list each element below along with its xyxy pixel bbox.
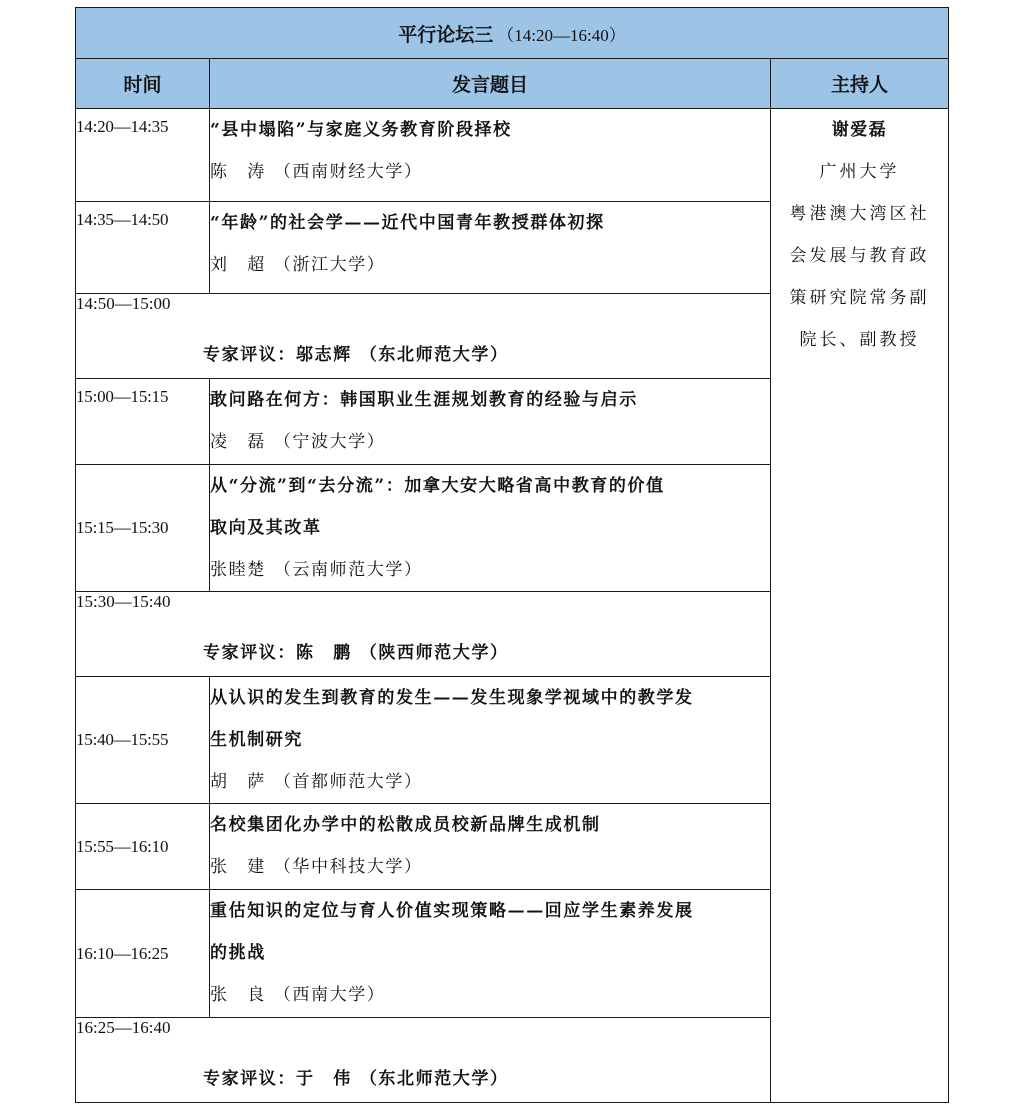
session-time: 15:15—15:30 [76,465,210,592]
session-time: 16:10—16:25 [76,890,210,1018]
host-affiliation-line: 会发展与教育政 [789,246,930,266]
talk-speaker-line [210,974,770,1016]
talk-title: “县中塌陷”与家庭义务教育阶段择校 [210,120,512,140]
speaker-affiliation: （西南财经大学） [273,162,423,182]
review-label: 专家评议： [203,643,296,663]
review-label: 专家评议： [203,1069,296,1089]
speaker-affiliation: （首都师范大学） [273,772,423,792]
session-topic [210,465,771,592]
column-header-topic: 发言题目 [210,59,771,109]
talk-speaker-line [210,761,770,803]
speaker-affiliation: （华中科技大学） [273,857,423,877]
reviewer-name: 陈 鹏 [296,643,352,663]
speaker-affiliation: （宁波大学） [273,432,386,452]
speaker-affiliation: （云南师范大学） [273,560,423,580]
talk-title: 取向及其改革 [210,518,322,538]
session-topic [210,677,771,804]
talk-title: “年龄”的社会学——近代中国青年教授群体初探 [210,213,605,233]
session-topic [210,202,771,294]
session-time: 14:35—14:50 [76,202,210,294]
talk-title: 敢问路在何方：韩国职业生涯规划教育的经验与启示 [210,390,638,410]
host-name: 谢爱磊 [831,120,888,140]
speaker-affiliation: （浙江大学） [273,255,386,275]
session-time: 15:30—15:40 [76,592,171,611]
session-time: 16:25—16:40 [76,1018,171,1037]
talk-speaker-line [210,421,770,463]
session-topic [210,890,771,1018]
speaker-affiliation: （西南大学） [273,985,386,1005]
talk-speaker-line [210,244,770,286]
host-affiliation-line: 策研究院常务副 [789,288,930,308]
speaker-name: 刘 超 [210,255,266,275]
talk-speaker-line [210,846,770,888]
talk-title: 的挑战 [210,943,266,963]
talk-speaker-line [210,151,770,193]
expert-review-cell [76,294,771,379]
forum-schedule-table [75,7,949,1103]
column-header-time: 时间 [76,59,210,109]
reviewer-affiliation: （陕西师范大学） [359,643,509,663]
expert-review-cell [76,1018,771,1103]
talk-title: 名校集团化办学中的松散成员校新品牌生成机制 [210,815,601,835]
speaker-name: 凌 磊 [210,432,266,452]
talk-title: 生机制研究 [210,730,303,750]
expert-review-line [203,340,770,365]
table-row [76,109,949,202]
session-topic [210,379,771,465]
column-header-host: 主持人 [771,59,949,109]
expert-review-line [203,1064,770,1089]
reviewer-affiliation: （东北师范大学） [359,1069,509,1089]
talk-title: 重估知识的定位与育人价值实现策略——回应学生素养发展 [210,901,694,921]
speaker-name: 张睦楚 [210,560,266,580]
speaker-name: 陈 涛 [210,162,266,182]
expert-review-line [203,638,770,663]
host-affiliation-line: 粤港澳大湾区社 [789,204,930,224]
session-time: 15:55—16:10 [76,804,210,890]
forum-title: 平行论坛三 [398,23,494,46]
session-time: 15:40—15:55 [76,677,210,804]
reviewer-name: 邬志辉 [296,345,352,365]
reviewer-name: 于 伟 [296,1069,352,1089]
speaker-name: 胡 萨 [210,772,266,792]
talk-speaker-line [210,549,770,591]
session-time: 15:00—15:15 [76,379,210,465]
session-topic [210,804,771,890]
forum-time-range: （14:20—16:40） [497,25,626,45]
host-cell [771,109,949,1103]
session-topic [210,109,771,202]
reviewer-affiliation: （东北师范大学） [359,345,509,365]
host-affiliation-line: 院长、副教授 [799,330,920,350]
expert-review-cell [76,592,771,677]
speaker-name: 张 良 [210,985,266,1005]
session-time: 14:20—14:35 [76,109,210,202]
host-affiliation-line: 广州大学 [819,162,900,182]
speaker-name: 张 建 [210,857,266,877]
forum-title-cell [76,8,949,59]
talk-title: 从“分流”到“去分流”：加拿大安大略省高中教育的价值 [210,476,665,496]
review-label: 专家评议： [203,345,296,365]
talk-title: 从认识的发生到教育的发生——发生现象学视域中的教学发 [210,688,694,708]
session-time: 14:50—15:00 [76,294,171,313]
